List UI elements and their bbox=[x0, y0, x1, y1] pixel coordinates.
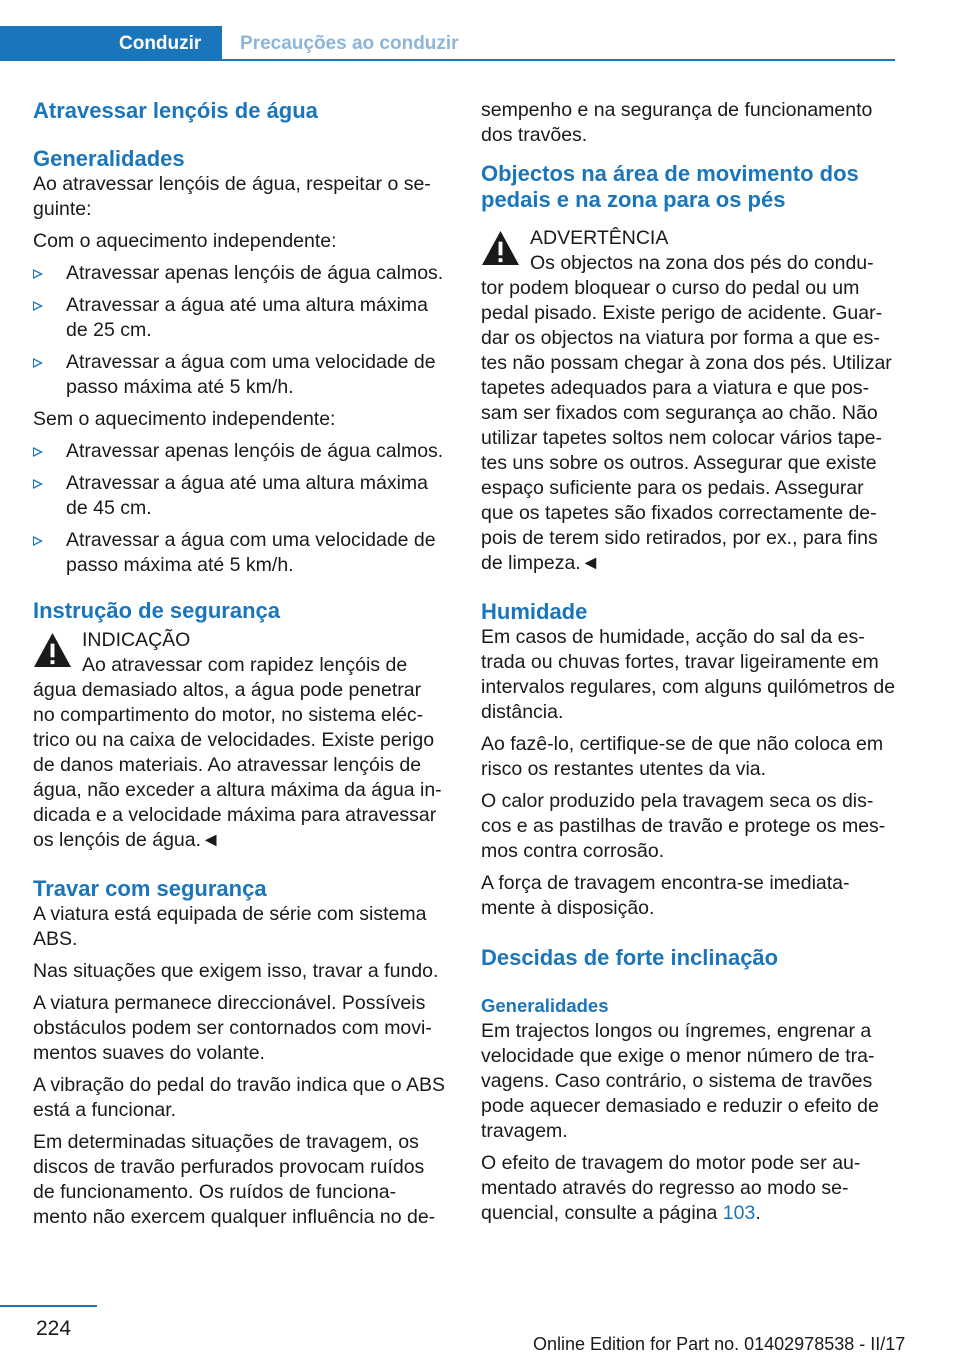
triangle-bullet-icon bbox=[33, 301, 43, 311]
warning-label: ADVERTÊNCIA bbox=[530, 227, 669, 249]
warning-triangle-icon bbox=[33, 632, 72, 668]
notice-box bbox=[33, 628, 448, 853]
heading-safe-braking: Travar com segurança bbox=[33, 876, 267, 901]
para-continued: sempenho e na segurança de funcionamento dos travões. bbox=[481, 99, 873, 146]
left-column bbox=[33, 98, 448, 1230]
para-with-heater: Com o aquecimento independente: bbox=[33, 230, 337, 252]
para-brake-discs: Em determinadas situações de travagem, os discos de travão perfurados provocam ruídos de funcionamento. Os ruídos de funciona‐ mento não exercem qualquer influência no de‐ bbox=[33, 1131, 436, 1228]
list-without-heater bbox=[33, 439, 448, 578]
footer-rule bbox=[0, 1305, 97, 1307]
para-respect: Ao atravessar lençóis de água, respeitar o se‐ guinte: bbox=[33, 173, 431, 220]
para-without-heater: Sem o aquecimento independente: bbox=[33, 408, 336, 430]
para-brake-hard: Nas situações que exigem isso, travar a fundo. bbox=[33, 960, 439, 982]
triangle-bullet-icon bbox=[33, 447, 43, 457]
warning-first-line: Os objectos na zona dos pés do condu‐ bbox=[530, 252, 874, 274]
para-descent-1: Em trajectos longos ou íngremes, engrenar a velocidade que exige o menor número de tra‐ vagens. Caso contrário, o sistema de travões pode aquecer demasiado e reduzir o efeito de travagem. bbox=[481, 1020, 879, 1142]
warning-box bbox=[481, 226, 896, 576]
list-item: Atravessar apenas lençóis de água calmos. bbox=[33, 439, 448, 464]
page-link-103[interactable]: 103 bbox=[722, 1202, 756, 1224]
list-item: Atravessar a água até uma altura máxima de 45 cm. bbox=[33, 471, 448, 521]
triangle-bullet-icon bbox=[33, 536, 43, 546]
list-item: Atravessar a água com uma velocidade de passo máxima até 5 km/h. bbox=[33, 350, 448, 400]
right-column bbox=[481, 98, 896, 1226]
triangle-bullet-icon bbox=[33, 479, 43, 489]
warning-triangle-icon bbox=[481, 230, 520, 266]
heading-safety: Instrução de segurança bbox=[33, 598, 280, 623]
notice-text: água demasiado altos, a água pode penetrar no compartimento do motor, no sistema eléc‐ trico ou na caixa de velocidades. Existe perigo de danos materiais. Ao atravessar lençóis de água, não exceder a altura máxima da água in‐ dicada e a velocidade máxima para atravessar os lençóis de água.◄ bbox=[33, 679, 442, 851]
para-steerable: A viatura permanece direccionável. Possíveis obstáculos podem ser contornados com movi‐ mentos suaves do volante. bbox=[33, 992, 432, 1064]
triangle-bullet-icon bbox=[33, 269, 43, 279]
triangle-bullet-icon bbox=[33, 358, 43, 368]
notice-label: INDICAÇÃO bbox=[82, 629, 191, 651]
heading-general-2: Generalidades bbox=[481, 995, 609, 1016]
warning-text: tor podem bloquear o curso do pedal ou um pedal pisado. Existe perigo de acidente. Guar‐ dar os objectos na viatura por forma a que es‐ tes não possam chegar à zona dos pés. Utilizar tapetes adequados para a viatura e que pos‐ sam ser fixados com segurança ao chão. Não utilizar tapetes soltos nem colocar vários tape‐ tes uns sobre os outros. Assegurar que existe espaço suficiente para os pedais. Assegurar que os tapetes são fixados correctamente de‐ pois de terem sido retirados, por ex., para fins de limpeza.◄ bbox=[481, 277, 892, 574]
para-humidity-2: Ao fazê-lo, certifique-se de que não coloca em risco os restantes utentes da via. bbox=[481, 733, 884, 780]
heading-humidity: Humidade bbox=[481, 599, 588, 624]
page-number: 224 bbox=[36, 1317, 72, 1340]
notice-first-line: Ao atravessar com rapidez lençóis de bbox=[82, 654, 408, 676]
list-item: Atravessar a água até uma altura máxima de 25 cm. bbox=[33, 293, 448, 343]
heading-water-crossing: Atravessar lençóis de água bbox=[33, 98, 318, 123]
section-tab-precaucoes[interactable]: Precauções ao conduzir bbox=[240, 33, 459, 54]
para-vibration: A vibração do pedal do travão indica que o ABS está a funcionar. bbox=[33, 1074, 445, 1121]
para-humidity-1: Em casos de humidade, acção do sal da es‐ trada ou chuvas fortes, travar ligeiramente em intervalos regulares, com alguns quilómetros de distância. bbox=[481, 626, 896, 723]
heading-steep-descents: Descidas de forte inclinação bbox=[481, 945, 779, 970]
list-with-heater bbox=[33, 261, 448, 400]
list-item: Atravessar apenas lençóis de água calmos. bbox=[33, 261, 448, 286]
para-abs: A viatura está equipada de série com sistema ABS. bbox=[33, 903, 427, 950]
heading-general: Generalidades bbox=[33, 146, 185, 171]
heading-objects-pedals: Objectos na área de movimento dos pedais e na zona para os pés bbox=[481, 161, 859, 212]
edition-note: Online Edition for Part no. 01402978538 - II/17 bbox=[533, 1334, 906, 1354]
page-header bbox=[0, 0, 895, 61]
header-rule bbox=[222, 59, 895, 61]
para-descent-2: O efeito de travagem do motor pode ser au‐ mentado através do regresso ao modo se‐ quencial, consulte a página 103. bbox=[481, 1152, 861, 1224]
para-humidity-3: O calor produzido pela travagem seca os dis‐ cos e as pastilhas de travão e protege os mes‐ mos contra corrosão. bbox=[481, 790, 886, 862]
list-item: Atravessar a água com uma velocidade de passo máxima até 5 km/h. bbox=[33, 528, 448, 578]
para-humidity-4: A força de travagem encontra-se imediata‐ mente à disposição. bbox=[481, 872, 850, 919]
section-tab-conduzir[interactable]: Conduzir bbox=[0, 26, 222, 61]
